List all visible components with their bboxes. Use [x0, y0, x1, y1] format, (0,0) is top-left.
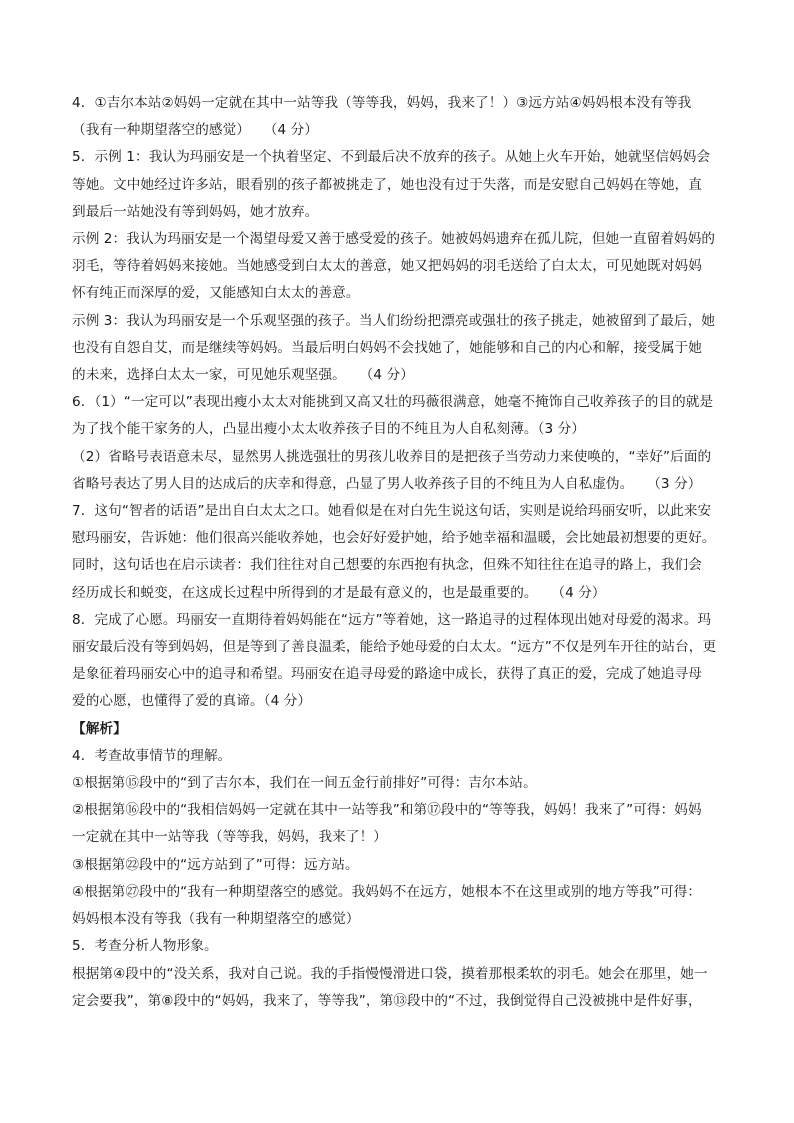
- paragraph-line: 8．完成了心愿。玛丽安一直期待着妈妈能在“远方”等着她，这一路追寻的过程体现出她对母爱的渴求。玛: [72, 611, 712, 628]
- paragraph-line: 一定就在其中一站等我（等等我，妈妈，我来了！）: [72, 829, 387, 846]
- paragraph-line: （2）省略号表语意未尽，显然男人挑选强壮的男孩儿收养目的是把孩子当劳动力来使唤的，“幸好”后面的: [72, 448, 712, 465]
- analysis-4-item-2: [72, 797, 724, 851]
- document-page: [72, 90, 724, 1015]
- paragraph-line: 爱的心愿，也懂得了爱的真谛。（4 分）: [72, 693, 312, 710]
- paragraph-line: ①根据第⑮段中的“到了吉尔本，我们在一间五金行前排好”可得：吉尔本站。: [72, 775, 537, 792]
- paragraph-line: 也没有自怨自艾，而是继续等妈妈。当最后明白妈妈不会找她了，她能够和自己的内心和解，接受属于她: [72, 339, 702, 356]
- paragraph-line: 根据第④段中的“没关系，我对自己说。我的手指慢慢滑进口袋，摸着那根柔软的羽毛。她会在那里，她一: [72, 965, 708, 982]
- answer-5-example-1: [72, 144, 724, 226]
- paragraph-line: 的未来，选择白太太一家，可见她乐观坚强。 （4 分）: [72, 367, 414, 384]
- analysis-4-item-4: [72, 879, 724, 933]
- answer-7: [72, 498, 724, 607]
- analysis-5-title: [72, 933, 724, 960]
- paragraph-line: （我有一种期望落空的感觉） （4 分）: [72, 122, 319, 139]
- paragraph-line: 是象征着玛丽安心中的追寻和希望。玛丽安在追寻母爱的路途中成长，获得了真正的爱，完成了她追寻母: [72, 666, 702, 683]
- analysis-heading: 【解析】: [72, 720, 127, 737]
- paragraph-line: ③根据第㉒段中的“远方站到了”可得：远方站。: [72, 856, 359, 873]
- paragraph-line: 示例 3：我认为玛丽安是一个乐观坚强的孩子。当人们纷纷把漂亮或强壮的孩子挑走，她被留到了最后，她: [72, 312, 716, 329]
- paragraph-line: 羽毛，等待着妈妈来接她。当她感受到白太太的善意，她又把妈妈的羽毛送给了白太太，可见她既对妈妈: [72, 258, 702, 275]
- paragraph-line: 为了找个能干家务的人，凸显出瘦小太太收养孩子目的不纯且为人自私刻薄。（3 分）: [72, 421, 586, 438]
- analysis-4-item-3: [72, 852, 724, 879]
- answer-8: [72, 607, 724, 716]
- paragraph-line: 7．这句“智者的话语”是出自白太太之口。她看似是在对白先生说这句话，实则是说给玛丽安听，以此来安: [72, 503, 712, 520]
- paragraph-line: ②根据第⑯段中的“我相信妈妈一定就在其中一站等我”和第⑰段中的“等等我，妈妈！我来了”可得：妈妈: [72, 802, 702, 819]
- analysis-5-body: [72, 961, 724, 1015]
- answer-5-example-2: [72, 226, 724, 308]
- answer-6-part-2: [72, 444, 724, 498]
- paragraph-line: 示例 2：我认为玛丽安是一个渴望母爱又善于感受爱的孩子。她被妈妈遗弃在孤儿院，但她一直留着妈妈的: [72, 231, 716, 248]
- paragraph-line: 5．考查分析人物形象。: [72, 938, 218, 955]
- paragraph-line: 省略号表达了男人目的达成后的庆幸和得意，凸显了男人收养孩子目的不纯且为人自私虚伪。 （3 分）: [72, 475, 702, 492]
- paragraph-line: 丽安最后没有等到妈妈，但是等到了善良温柔，能给予她母爱的白太太。“远方”不仅是列车开往的站台，更: [72, 639, 717, 656]
- paragraph-line: 4．①吉尔本站②妈妈一定就在其中一站等我（等等我，妈妈，我来了！）③远方站④妈妈根本没有等我: [72, 95, 692, 111]
- paragraph-line: 定会要我”，第⑧段中的“妈妈，我来了，等等我”，第⑬段中的“不过，我倒觉得自己没被挑中是件好事，: [72, 992, 702, 1009]
- paragraph-line: 6．（1）“一定可以”表现出瘦小太太对能挑到又高又壮的玛薇很满意，她毫不掩饰自己收养孩子的目的就是: [72, 394, 714, 411]
- paragraph-line: 同时，这句话也在启示读者：我们往往对自己想要的东西抱有执念，但殊不知往往在追寻的路上，我们会: [72, 557, 702, 574]
- analysis-4-item-1: [72, 770, 724, 797]
- paragraph-line: 经历成长和蜕变，在这成长过程中所得到的才是最有意义的，也是最重要的。 （4 分）: [72, 584, 606, 601]
- answer-4: [72, 90, 724, 144]
- paragraph-line: 4．考查故事情节的理解。: [72, 747, 232, 764]
- paragraph-line: 妈妈根本没有等我（我有一种期望落空的感觉）: [72, 911, 360, 928]
- answer-5-example-3: [72, 308, 724, 390]
- paragraph-line: 慰玛丽安，告诉她：他们很高兴能收养她，也会好好爱护她，给予她幸福和温暖，会比她最初想要的更好。: [72, 530, 716, 547]
- paragraph-line: ④根据第㉗段中的“我有一种期望落空的感觉。我妈妈不在远方，她根本不在这里或别的地方等我”可得：: [72, 883, 702, 900]
- answer-6-part-1: [72, 389, 724, 443]
- paragraph-line: 到最后一站她没有等到妈妈，她才放弃。: [72, 203, 319, 220]
- paragraph-line: 5．示例 1：我认为玛丽安是一个执着坚定、不到最后决不放弃的孩子。从她上火车开始，她就坚信妈妈会: [72, 149, 711, 166]
- paragraph-line: 等她。文中她经过许多站，眼看别的孩子都被挑走了，她也没有过于失落，而是安慰自己妈妈在等她，直: [72, 176, 702, 193]
- analysis-4-title: [72, 743, 724, 770]
- paragraph-line: 怀有纯正而深厚的爱，又能感知白太太的善意。: [72, 285, 360, 302]
